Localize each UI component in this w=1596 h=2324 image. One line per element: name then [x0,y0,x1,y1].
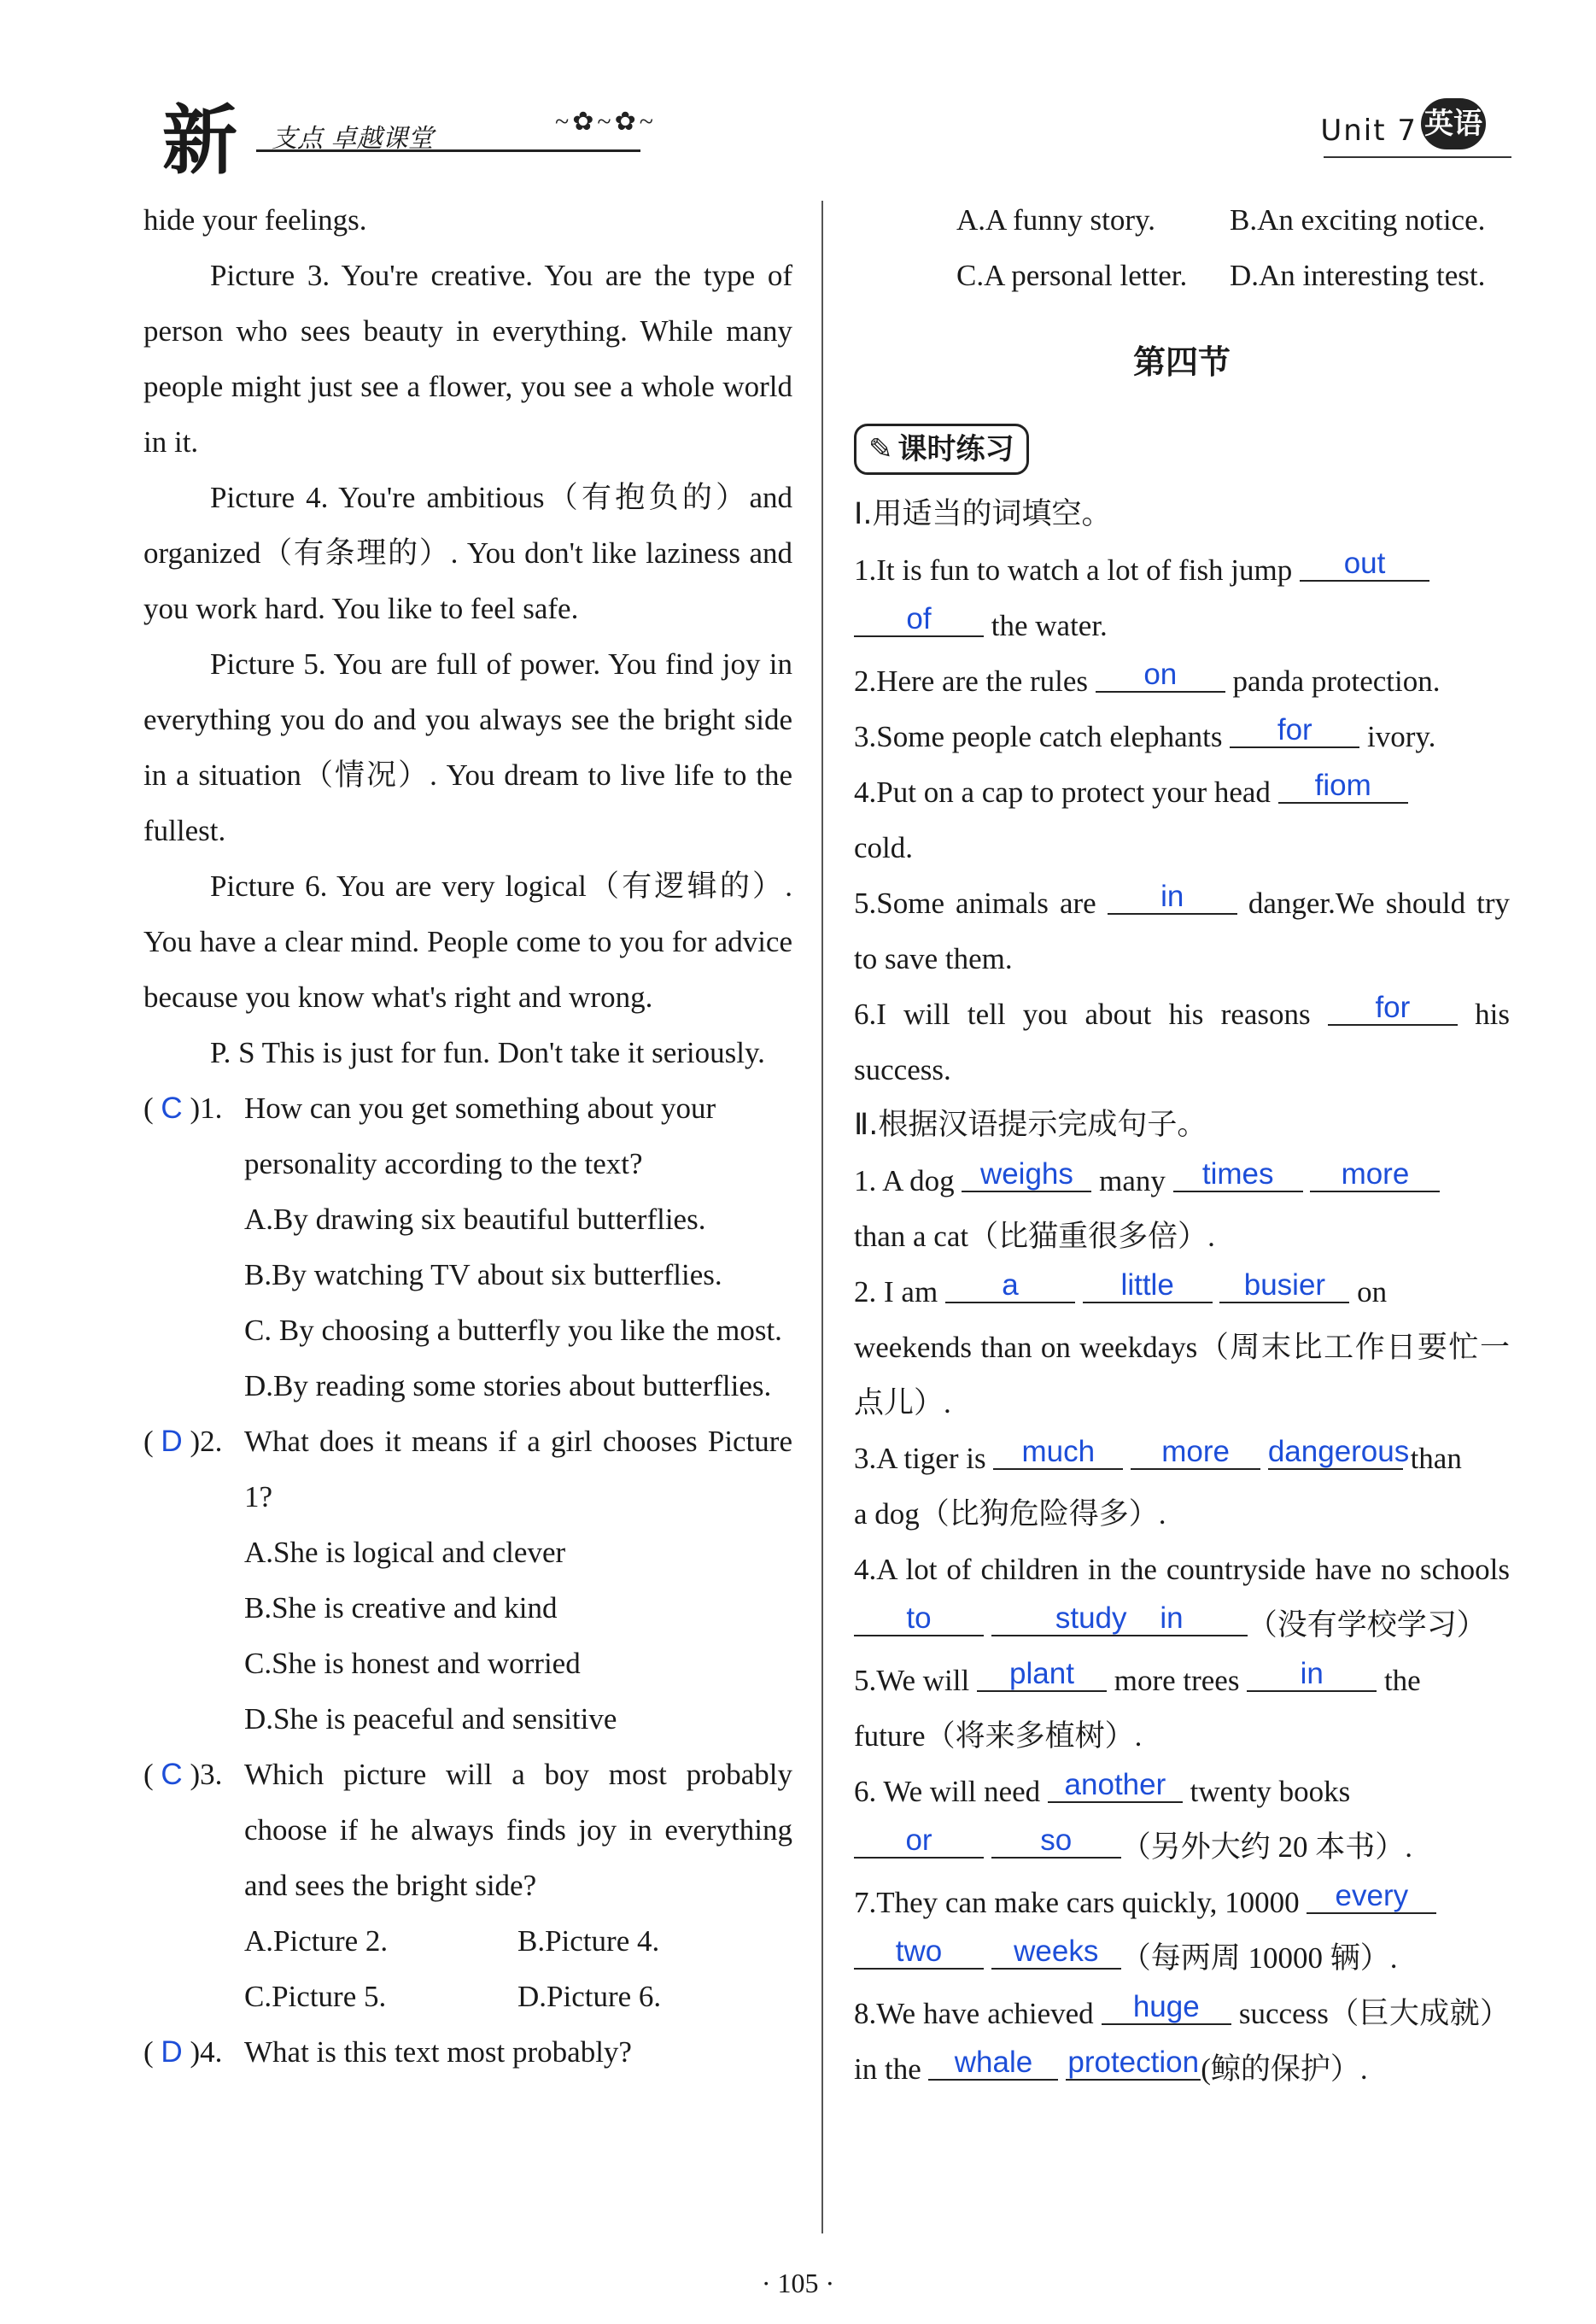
answer-blank[interactable]: to [854,1602,984,1636]
sentence-item-3: 3.A tiger is much more dangerous than a dog（比狗危险得多）. [854,1435,1462,1531]
answer-blank[interactable]: busier [1219,1269,1349,1303]
answer-blank[interactable]: or [854,1824,984,1859]
answer-blank[interactable]: study in [991,1602,1248,1636]
answer-blank[interactable]: of [854,603,984,637]
passage-picture-4: Picture 4. You're ambitious（有抱负的）and organized（有条理的）. You don't like laziness and you work hard. You like to feel safe. [143,481,792,625]
option: B.Picture 4. [517,1924,660,1958]
option: D.By reading some stories about butterflies. [244,1369,772,1402]
practice-badge: ✎ 课时练习 [854,424,1029,475]
sentence-item-1: 1. A dog weighs many times more than a cat（比猫重很多倍）. [854,1153,1510,1264]
page-number: · 105 · [761,2268,835,2298]
passage-picture-5: Picture 5. You are full of power. You find joy in everything you do and you always see the bright side in a situation（情况）. You dream to live life to the fullest. [143,647,792,847]
answer-blank[interactable]: times [1173,1158,1303,1192]
subject-badge: 英语 [1421,98,1486,149]
logo-subtitle: 支点 卓越课堂 [272,124,434,154]
option: A.By drawing six beautiful butterflies. [244,1203,706,1236]
option: C.She is honest and worried [244,1647,581,1680]
sentence-item-5: 5.We will plant more trees in the future（将来多植树）. [854,1657,1421,1753]
part-2-title: Ⅱ.根据汉语提示完成句子。 [854,1108,1207,1142]
decoration-icon: ~✿~✿~ [555,108,657,136]
answer-blank[interactable]: huge [1102,1991,1231,2025]
answer-blank[interactable]: whale [928,2046,1058,2081]
passage-picture-6: Picture 6. You are very logical（有逻辑的）. You have a clear mind. People come to you for advice because you know what's right and wrong. [143,869,792,1014]
answer-blank[interactable]: every [1307,1880,1436,1914]
option: D.Picture 6. [517,1980,662,2013]
left-column [143,192,792,2080]
answer-blank[interactable]: a [945,1269,1075,1303]
option: C.Picture 5. [244,1980,387,2013]
answer-blank[interactable]: for [1328,992,1458,1026]
section-title: 第四节 [1132,342,1231,381]
answer-blank[interactable]: plant [977,1658,1107,1692]
header-rule [1324,156,1511,158]
passage-text: hide your feelings. [143,203,367,237]
fill-item-4: 4.Put on a cap to protect your head fiom cold. [854,764,1510,875]
answer-mark: D [161,2035,183,2069]
answer-blank[interactable]: fiom [1278,770,1408,804]
answer-blank[interactable]: in [1108,881,1237,915]
column-divider [821,201,823,2233]
option: A.She is logical and clever [244,1536,566,1569]
question-2: ( D )2. What does it means if a girl chooses Picture 1? A.She is logical and clever B.She is creative and kind C.She is honest and worried D.She is peaceful and sensitive [143,1414,792,1747]
fill-item-2: 2.Here are the rules on panda protection. [854,658,1441,698]
answer-blank[interactable]: weighs [962,1158,1091,1192]
page-header [128,81,1511,184]
answer-blank[interactable]: much [993,1436,1123,1470]
logo-underline [256,149,640,152]
logo-main: 新 [162,96,235,184]
answer-blank[interactable]: more [1310,1158,1440,1192]
question-1: ( C )1. How can you get something about your personality according to the text? A.By drawing six beautiful butterflies. B.By watching TV about six butterflies. C. By choosing a butterfly you like the most. D.By reading some stories about butterflies. [143,1080,792,1414]
right-column [854,192,1510,2097]
answer-blank[interactable]: more [1131,1436,1260,1470]
question-text: How can you get something about your personality according to the text? [244,1092,716,1180]
sentence-item-4: 4.A lot of children in the countryside have no schools to study in （没有学校学习） [854,1553,1510,1642]
question-text: What does it means if a girl chooses Picture 1? [244,1425,792,1513]
option: C.A personal letter. [956,259,1188,292]
answer-blank[interactable]: weeks [991,1935,1121,1970]
answer-blank[interactable]: for [1230,714,1359,748]
question-text: What is this text most probably? [244,2035,632,2069]
option: B.An exciting notice. [1230,203,1486,237]
part-1-title: Ⅰ.用适当的词填空。 [854,497,1112,531]
answer-mark: C [161,1758,183,1791]
sentence-item-2: 2. I am a little busier on weekends than on weekdays（周末比工作日要忙一点儿）. [854,1268,1510,1420]
sentence-item-6: 6. We will need another twenty books or so （另外大约 20 本书）. [854,1768,1413,1864]
answer-blank[interactable]: in [1247,1658,1377,1692]
answer-blank[interactable]: dangerous [1267,1435,1410,1468]
answer-blank[interactable]: out [1300,547,1429,582]
fill-item-5: 5.Some animals are in danger.We should try to save them. [854,880,1511,975]
passage-ps: P. S This is just for fun. Don't take it seriously. [210,1036,765,1069]
fill-item-6: 6.I will tell you about his reasons for his success. [854,991,1510,1086]
unit-label: Unit 7 [1320,114,1418,148]
answer-blank[interactable]: so [991,1824,1121,1859]
option: C. By choosing a butterfly you like the most. [244,1314,782,1347]
option: B.By watching TV about six butterflies. [244,1258,722,1291]
answer-blank[interactable]: protection [1066,2046,1201,2081]
passage-picture-3: Picture 3. You're creative. You are the type of person who sees beauty in everything. While many people might just see a flower, you see a whole world in it. [143,259,792,459]
answer-blank[interactable]: little [1083,1269,1213,1303]
fill-item-3: 3.Some people catch elephants for ivory. [854,713,1436,753]
option: B.She is creative and kind [244,1591,558,1624]
answer-blank[interactable]: another [1048,1769,1183,1803]
option: A.Picture 2. [244,1924,389,1958]
answer-blank[interactable]: two [854,1935,984,1970]
fill-item-1: 1.It is fun to watch a lot of fish jump out of the water. [854,542,1510,653]
option: A.A funny story. [956,203,1156,237]
question-text: Which picture will a boy most probably choose if he always finds joy in everything and sees the bright side? [244,1758,792,1902]
sentence-item-8: 8.We have achieved huge success（巨大成就）in the whale protection(鲸的保护）. [854,1990,1511,2086]
answer-mark: D [161,1425,183,1458]
question-3: ( C )3. Which picture will a boy most probably choose if he always finds joy in everything and sees the bright side? A.Picture 2. B.Picture 4. C.Picture 5. D.Picture 6. [143,1747,792,2024]
option: D.An interesting test. [1230,259,1486,292]
question-4: ( D )4. What is this text most probably? [143,2035,632,2069]
sentence-item-7: 7.They can make cars quickly, 10000 every two weeks （每两周 10000 辆）. [854,1875,1510,1986]
pen-icon: ✎ [868,432,893,466]
answer-blank[interactable]: on [1096,659,1225,693]
answer-mark: C [161,1092,183,1125]
option: D.She is peaceful and sensitive [244,1702,617,1736]
